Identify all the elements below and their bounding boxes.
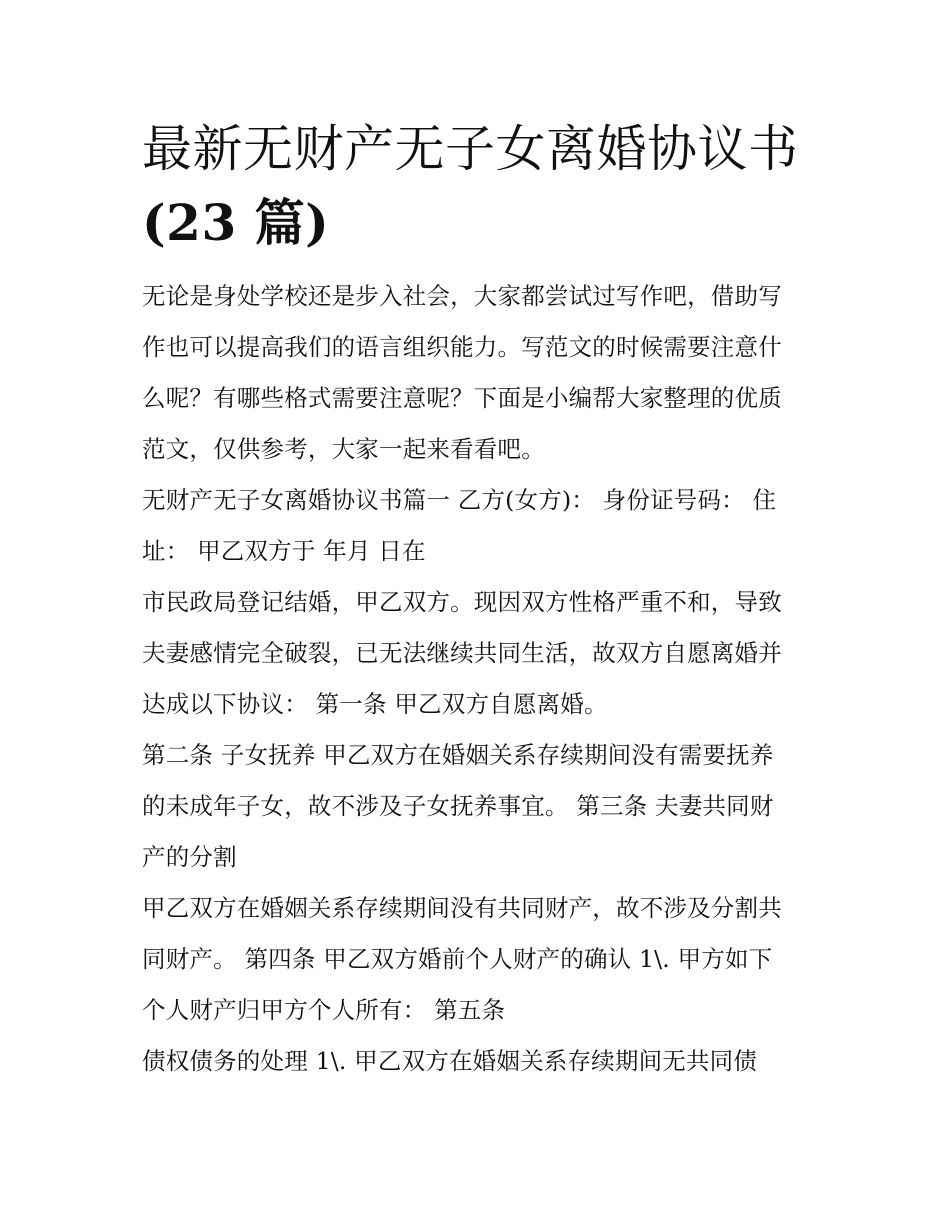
title-line: 最新无财产无子女离婚协议书 <box>142 120 799 178</box>
document-title <box>142 112 818 260</box>
text-line: 址： 甲乙双方于 年月 日在 <box>142 537 426 565</box>
text-line: 的未成年子女，故不涉及子女抚养事宜。 第三条 夫妻共同财 <box>142 792 774 820</box>
intro-paragraph <box>142 271 818 475</box>
text-line: 同财产。 第四条 甲乙双方婚前个人财产的确认 1\. 甲方如下 <box>142 945 773 973</box>
property-paragraph <box>142 883 818 1036</box>
title-line: (23 篇) <box>142 193 330 252</box>
text-line: 产的分割 <box>142 843 237 871</box>
document-content <box>142 112 818 1087</box>
text-line: 市民政局登记结婚，甲乙双方。现因双方性格严重不和，导致 <box>142 588 782 616</box>
text-line: 夫妻感情完全破裂，已无法继续共同生活，故双方自愿离婚并 <box>142 639 782 667</box>
marriage-info-paragraph <box>142 577 818 730</box>
text-line: 甲乙双方在婚姻关系存续期间没有共同财产，故不涉及分割共 <box>142 894 782 922</box>
text-line: 作也可以提高我们的语言组织能力。写范文的时候需要注意什 <box>142 333 782 361</box>
text-line: 债权债务的处理 1\. 甲乙双方在婚姻关系存续期间无共同债 <box>142 1047 758 1075</box>
text-line: 无论是身处学校还是步入社会，大家都尝试过写作吧，借助写 <box>142 282 782 310</box>
text-line: 达成以下协议： 第一条 甲乙双方自愿离婚。 <box>142 690 608 718</box>
text-line: 无财产无子女离婚协议书篇一 乙方(女方)： 身份证号码： 住 <box>142 486 777 514</box>
text-line: 么呢？有哪些格式需要注意呢？下面是小编帮大家整理的优质 <box>142 384 782 412</box>
party-info-paragraph <box>142 475 818 577</box>
text-line: 第二条 子女抚养 甲乙双方在婚姻关系存续期间没有需要抚养 <box>142 741 774 769</box>
child-support-paragraph <box>142 730 818 883</box>
debt-paragraph <box>142 1036 818 1087</box>
text-line: 范文，仅供参考，大家一起来看看吧。 <box>142 435 545 463</box>
text-line: 个人财产归甲方个人所有： 第五条 <box>142 996 506 1024</box>
